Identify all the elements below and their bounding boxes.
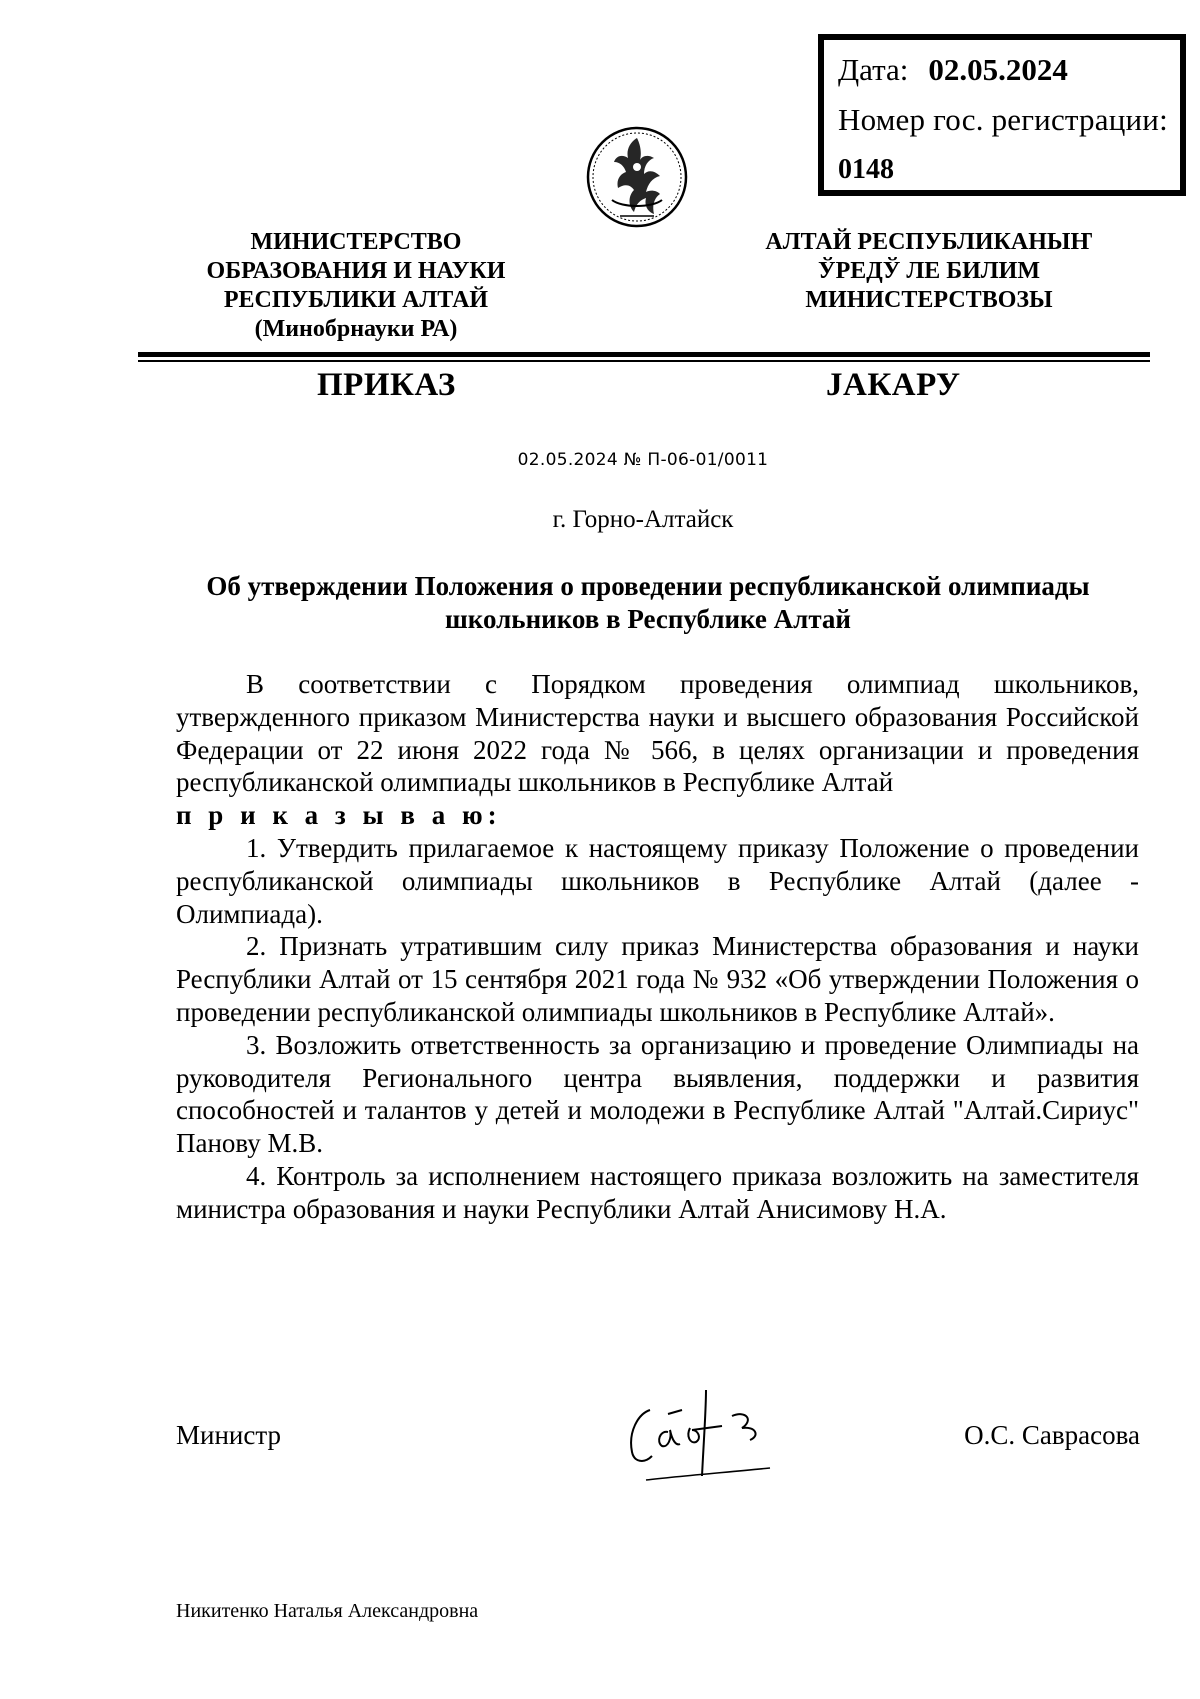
body-order-word: п р и к а з ы в а ю: <box>176 800 502 831</box>
order-city: г. Горно-Алтайск <box>552 506 734 533</box>
executor-name: Никитенко Наталья Александровна <box>176 1600 479 1622</box>
header-left-line: РЕСПУБЛИКИ АЛТАЙ <box>223 287 489 313</box>
signature-role: Министр <box>176 1420 281 1450</box>
altai-republic-emblem-icon <box>582 120 692 235</box>
body-intro: В соответствии с Порядком проведения олимпиад школьников, утвержденного приказом Министерства науки и высшего образования Российской Федерации от 22 июня 2022 года № 566, в целях организации и проведения республиканской олимпиады школьников в Республике Алтай <box>176 669 1139 798</box>
header-left-line: ОБРАЗОВАНИЯ И НАУКИ <box>206 258 506 284</box>
stamp-date-value: 02.05.2024 <box>928 52 1068 87</box>
body-item-4: 4. Контроль за исполнением настоящего приказа возложить на заместителя министра образования и науки Республики Алтай Анисимову Н.А. <box>176 1160 1139 1224</box>
stamp-reg-value: 0148 <box>838 154 894 185</box>
order-title-ru: ПРИКАЗ <box>317 367 456 403</box>
order-body <box>176 668 1139 1226</box>
stamp-date-line <box>838 52 1068 88</box>
header-left-line: МИНИСТЕРСТВО <box>250 229 462 255</box>
order-number: 02.05.2024 № П-06-01/0011 <box>517 450 769 470</box>
header-left-line: (Минобрнауки РА) <box>254 316 458 342</box>
stamp-reg-label: Номер гос. регистрации: <box>838 102 1168 137</box>
header-right-line: АЛТАЙ РЕСПУБЛИКАНЫҤ <box>765 229 1093 255</box>
order-subject: Об утверждении Положения о проведении республиканской олимпиады школьников в Республике Алтай <box>206 571 1090 634</box>
signature-name: О.С. Саврасова <box>964 1420 1140 1450</box>
header-rule-thin <box>138 360 1150 362</box>
body-item-2: 2. Признать утратившим силу приказ Министерства образования и науки Республики Алтай от 15 сентября 2021 года № 932 «Об утверждении Положения о проведении республиканской олимпиады школьников в Республике Алтай». <box>176 931 1139 1027</box>
header-rule-thick <box>138 352 1150 357</box>
header-right-line: МИНИСТЕРСТВОЗЫ <box>805 287 1053 313</box>
handwritten-signature-icon <box>610 1380 800 1490</box>
header-ministry-ru <box>180 228 532 344</box>
body-order-word-line <box>176 799 1139 832</box>
stamp-date-label: Дата: <box>838 52 909 87</box>
order-title-alt: JАКАРУ <box>826 367 961 403</box>
header-right-line: ЎРЕДЎ ЛЕ БИЛИМ <box>817 258 1041 284</box>
body-item-1: 1. Утвердить прилагаемое к настоящему приказу Положение о проведении республиканской олимпиады школьников в Республике Алтай (далее - Олимпиада). <box>176 832 1139 929</box>
body-item-3: 3. Возложить ответственность за организацию и проведение Олимпиады на руководителя Регионального центра выявления, поддержки и развития способностей и талантов у детей и молодежи в Республике Алтай "Алтай.Сириус" Панову М.В. <box>176 1029 1139 1159</box>
header-ministry-alt <box>736 228 1122 315</box>
registration-stamp <box>818 34 1186 196</box>
